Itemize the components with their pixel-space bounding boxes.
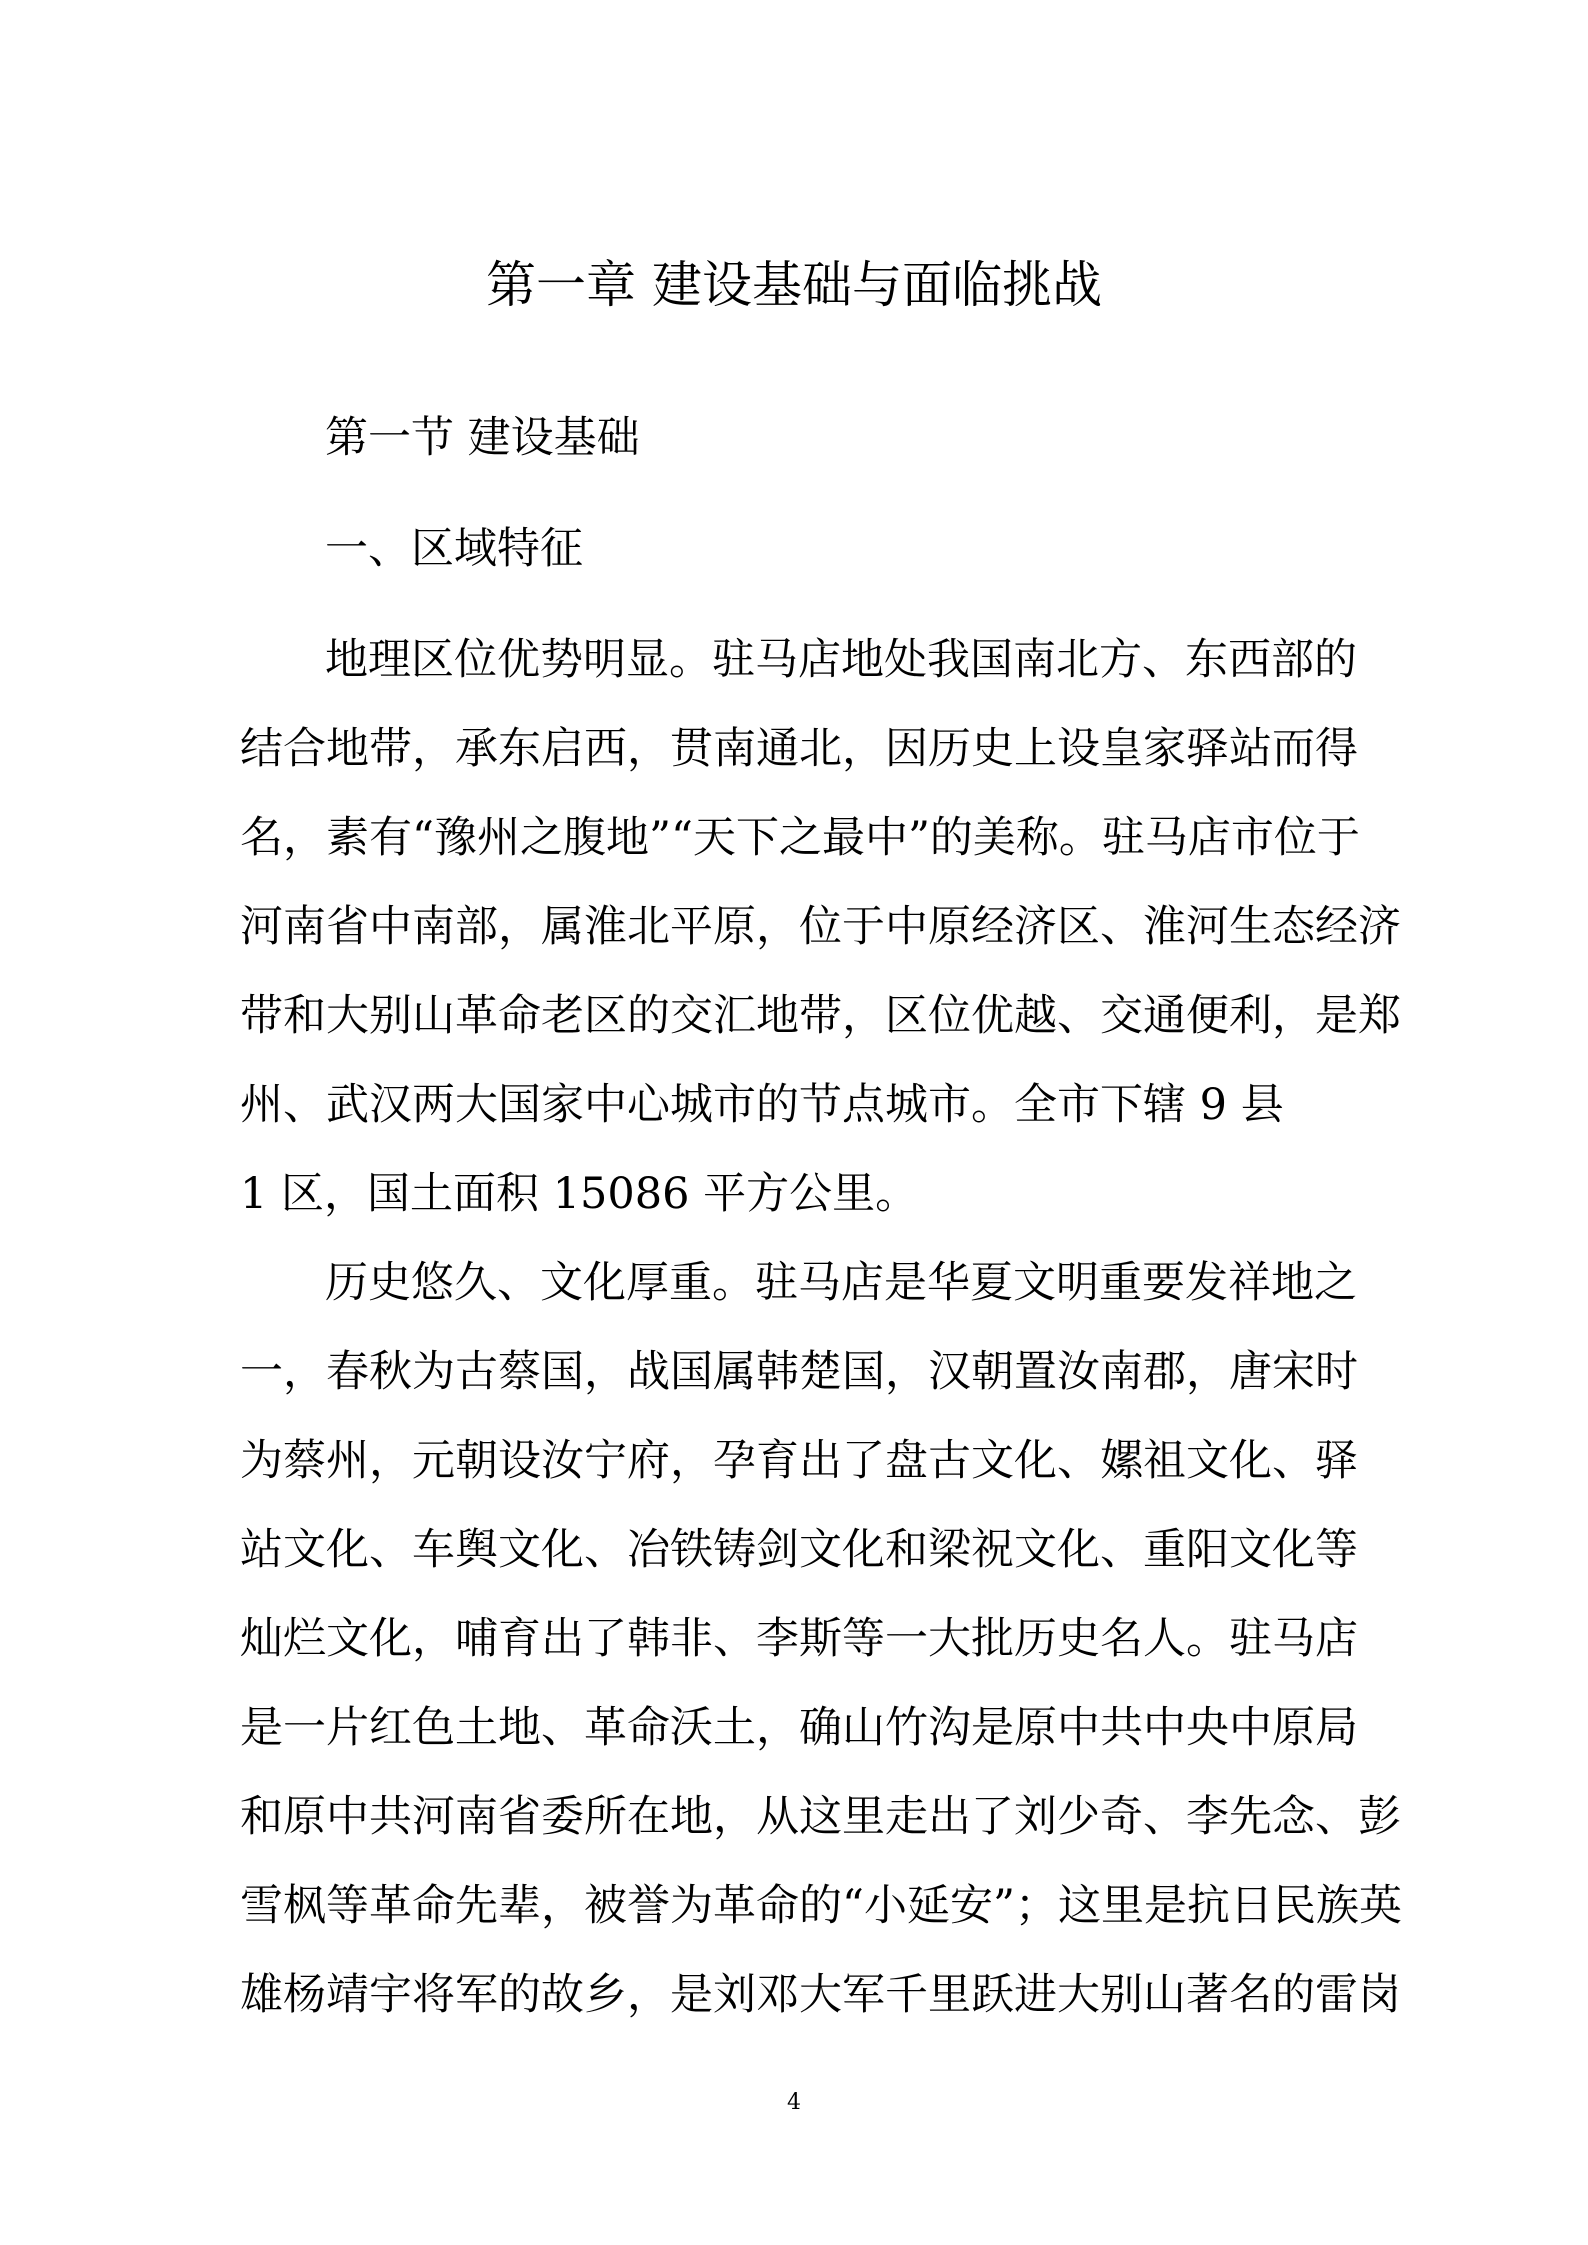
paragraph-2-line-5: 灿烂文化，哺育出了韩非、李斯等一大批历史名人。驻马店 [240,1614,1358,1664]
paragraph-1-line-1: 地理区位优势明显。驻马店地处我国南北方、东西部的 [325,635,1357,685]
paragraph-2-line-4: 站文化、车舆文化、冶铁铸剑文化和梁祝文化、重阳文化等 [240,1525,1358,1575]
subsection-heading: 一、区域特征 [325,524,583,574]
paragraph-2-line-9: 雄杨靖宇将军的故乡，是刘邓大军千里跃进大别山著名的雷岗 [240,1970,1401,2020]
paragraph-2-line-8: 雪枫等革命先辈，被誉为革命的“小延安”；这里是抗日民族英 [240,1881,1402,1931]
paragraph-2-line-7: 和原中共河南省委所在地，从这里走出了刘少奇、李先念、彭 [240,1792,1401,1842]
paragraph-1-line-7: 1 区，国土面积 15086 平方公里。 [240,1169,919,1219]
paragraph-2-line-1: 历史悠久、文化厚重。驻马店是华夏文明重要发祥地之 [325,1258,1357,1308]
paragraph-1-line-4: 河南省中南部，属淮北平原，位于中原经济区、淮河生态经济 [240,902,1401,952]
page-number: 4 [787,2090,801,2115]
paragraph-1-line-3: 名，素有“豫州之腹地”“天下之最中”的美称。驻马店市位于 [240,813,1360,863]
chapter-title: 第一章 建设基础与面临挑战 [486,256,1102,314]
paragraph-2-line-6: 是一片红色土地、革命沃土，确山竹沟是原中共中央中原局 [240,1703,1358,1753]
paragraph-2-line-2: 一，春秋为古蔡国，战国属韩楚国，汉朝置汝南郡，唐宋时 [240,1347,1358,1397]
section-heading: 第一节 建设基础 [325,413,640,463]
paragraph-1-line-2: 结合地带，承东启西，贯南通北，因历史上设皇家驿站而得 [240,724,1358,774]
paragraph-1-line-6: 州、武汉两大国家中心城市的节点城市。全市下辖 9 县 [240,1080,1284,1130]
paragraph-2-line-3: 为蔡州，元朝设汝宁府，孕育出了盘古文化、嫘祖文化、驿 [240,1436,1358,1486]
paragraph-1-line-5: 带和大别山革命老区的交汇地带，区位优越、交通便利，是郑 [240,991,1401,1041]
